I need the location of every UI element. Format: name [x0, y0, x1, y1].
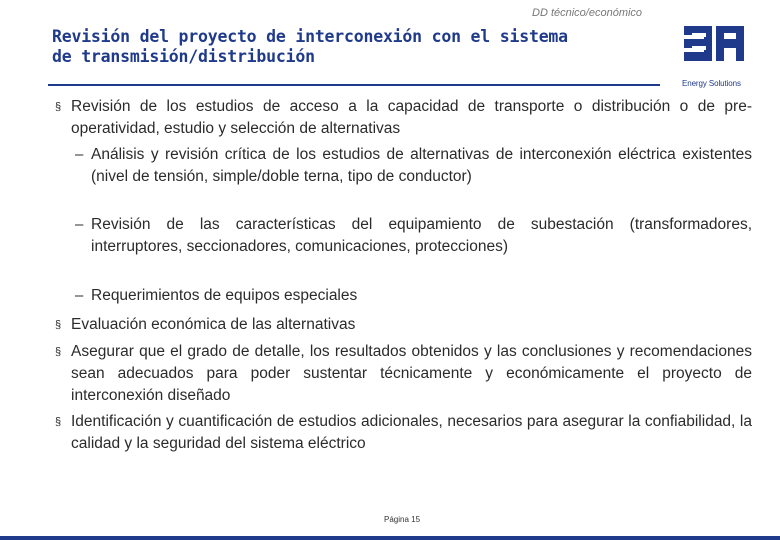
title-divider [48, 84, 660, 86]
bullet-text: Evaluación económica de las alternativas [71, 316, 356, 333]
page-number: Página 15 [384, 515, 421, 524]
dash-marker: – [75, 287, 84, 304]
bullet-marker: § [55, 101, 62, 113]
bullet-marker: § [55, 319, 62, 331]
page-title [52, 27, 652, 67]
document-tag: DD técnico/económico [532, 7, 643, 19]
sub-bullet-item-2 [75, 214, 752, 258]
footer-bar [0, 536, 780, 540]
bullet-text: Análisis y revisión crítica de los estudios de alternativas de interconexión eléctrica existentes (nivel de tensión, simple/doble terna, tipo de conductor) [91, 146, 752, 185]
bullet-text: Identificación y cuantificación de estudios adicionales, necesarios para asegurar la confiabilidad, la calidad y la seguridad del sistema eléctrico [71, 413, 752, 452]
bullet-item-1 [55, 96, 752, 140]
title-line-2: de transmisión/distribución [52, 47, 315, 66]
bullet-marker: § [55, 346, 62, 358]
bullet-text: Revisión de los estudios de acceso a la capacidad de transporte o distribución o de pre-operatividad, estudio y selección de alternativas [71, 98, 752, 137]
logo-tagline: Energy Solutions [682, 79, 741, 88]
dash-marker: – [75, 216, 84, 233]
dash-marker: – [75, 146, 84, 163]
bullet-item-4 [55, 411, 752, 455]
sub-bullet-item-1 [75, 144, 752, 188]
bullet-text: Requerimientos de equipos especiales [91, 287, 358, 304]
bullet-item-2 [55, 314, 752, 336]
bullet-item-3 [55, 341, 752, 407]
title-line-1: Revisión del proyecto de interconexión con el sistema [52, 27, 568, 46]
sub-bullet-item-3 [75, 285, 752, 307]
bullet-marker: § [55, 416, 62, 428]
bullet-text: Revisión de las características del equipamiento de subestación (transformadores, interruptores, seccionadores, comunicaciones, protecciones) [91, 216, 752, 255]
bullet-text: Asegurar que el grado de detalle, los resultados obtenidos y las conclusiones y recomendaciones sean adecuados para poder sustentar técnicamente y económicamente el proyecto de interconexión diseñado [71, 343, 752, 404]
